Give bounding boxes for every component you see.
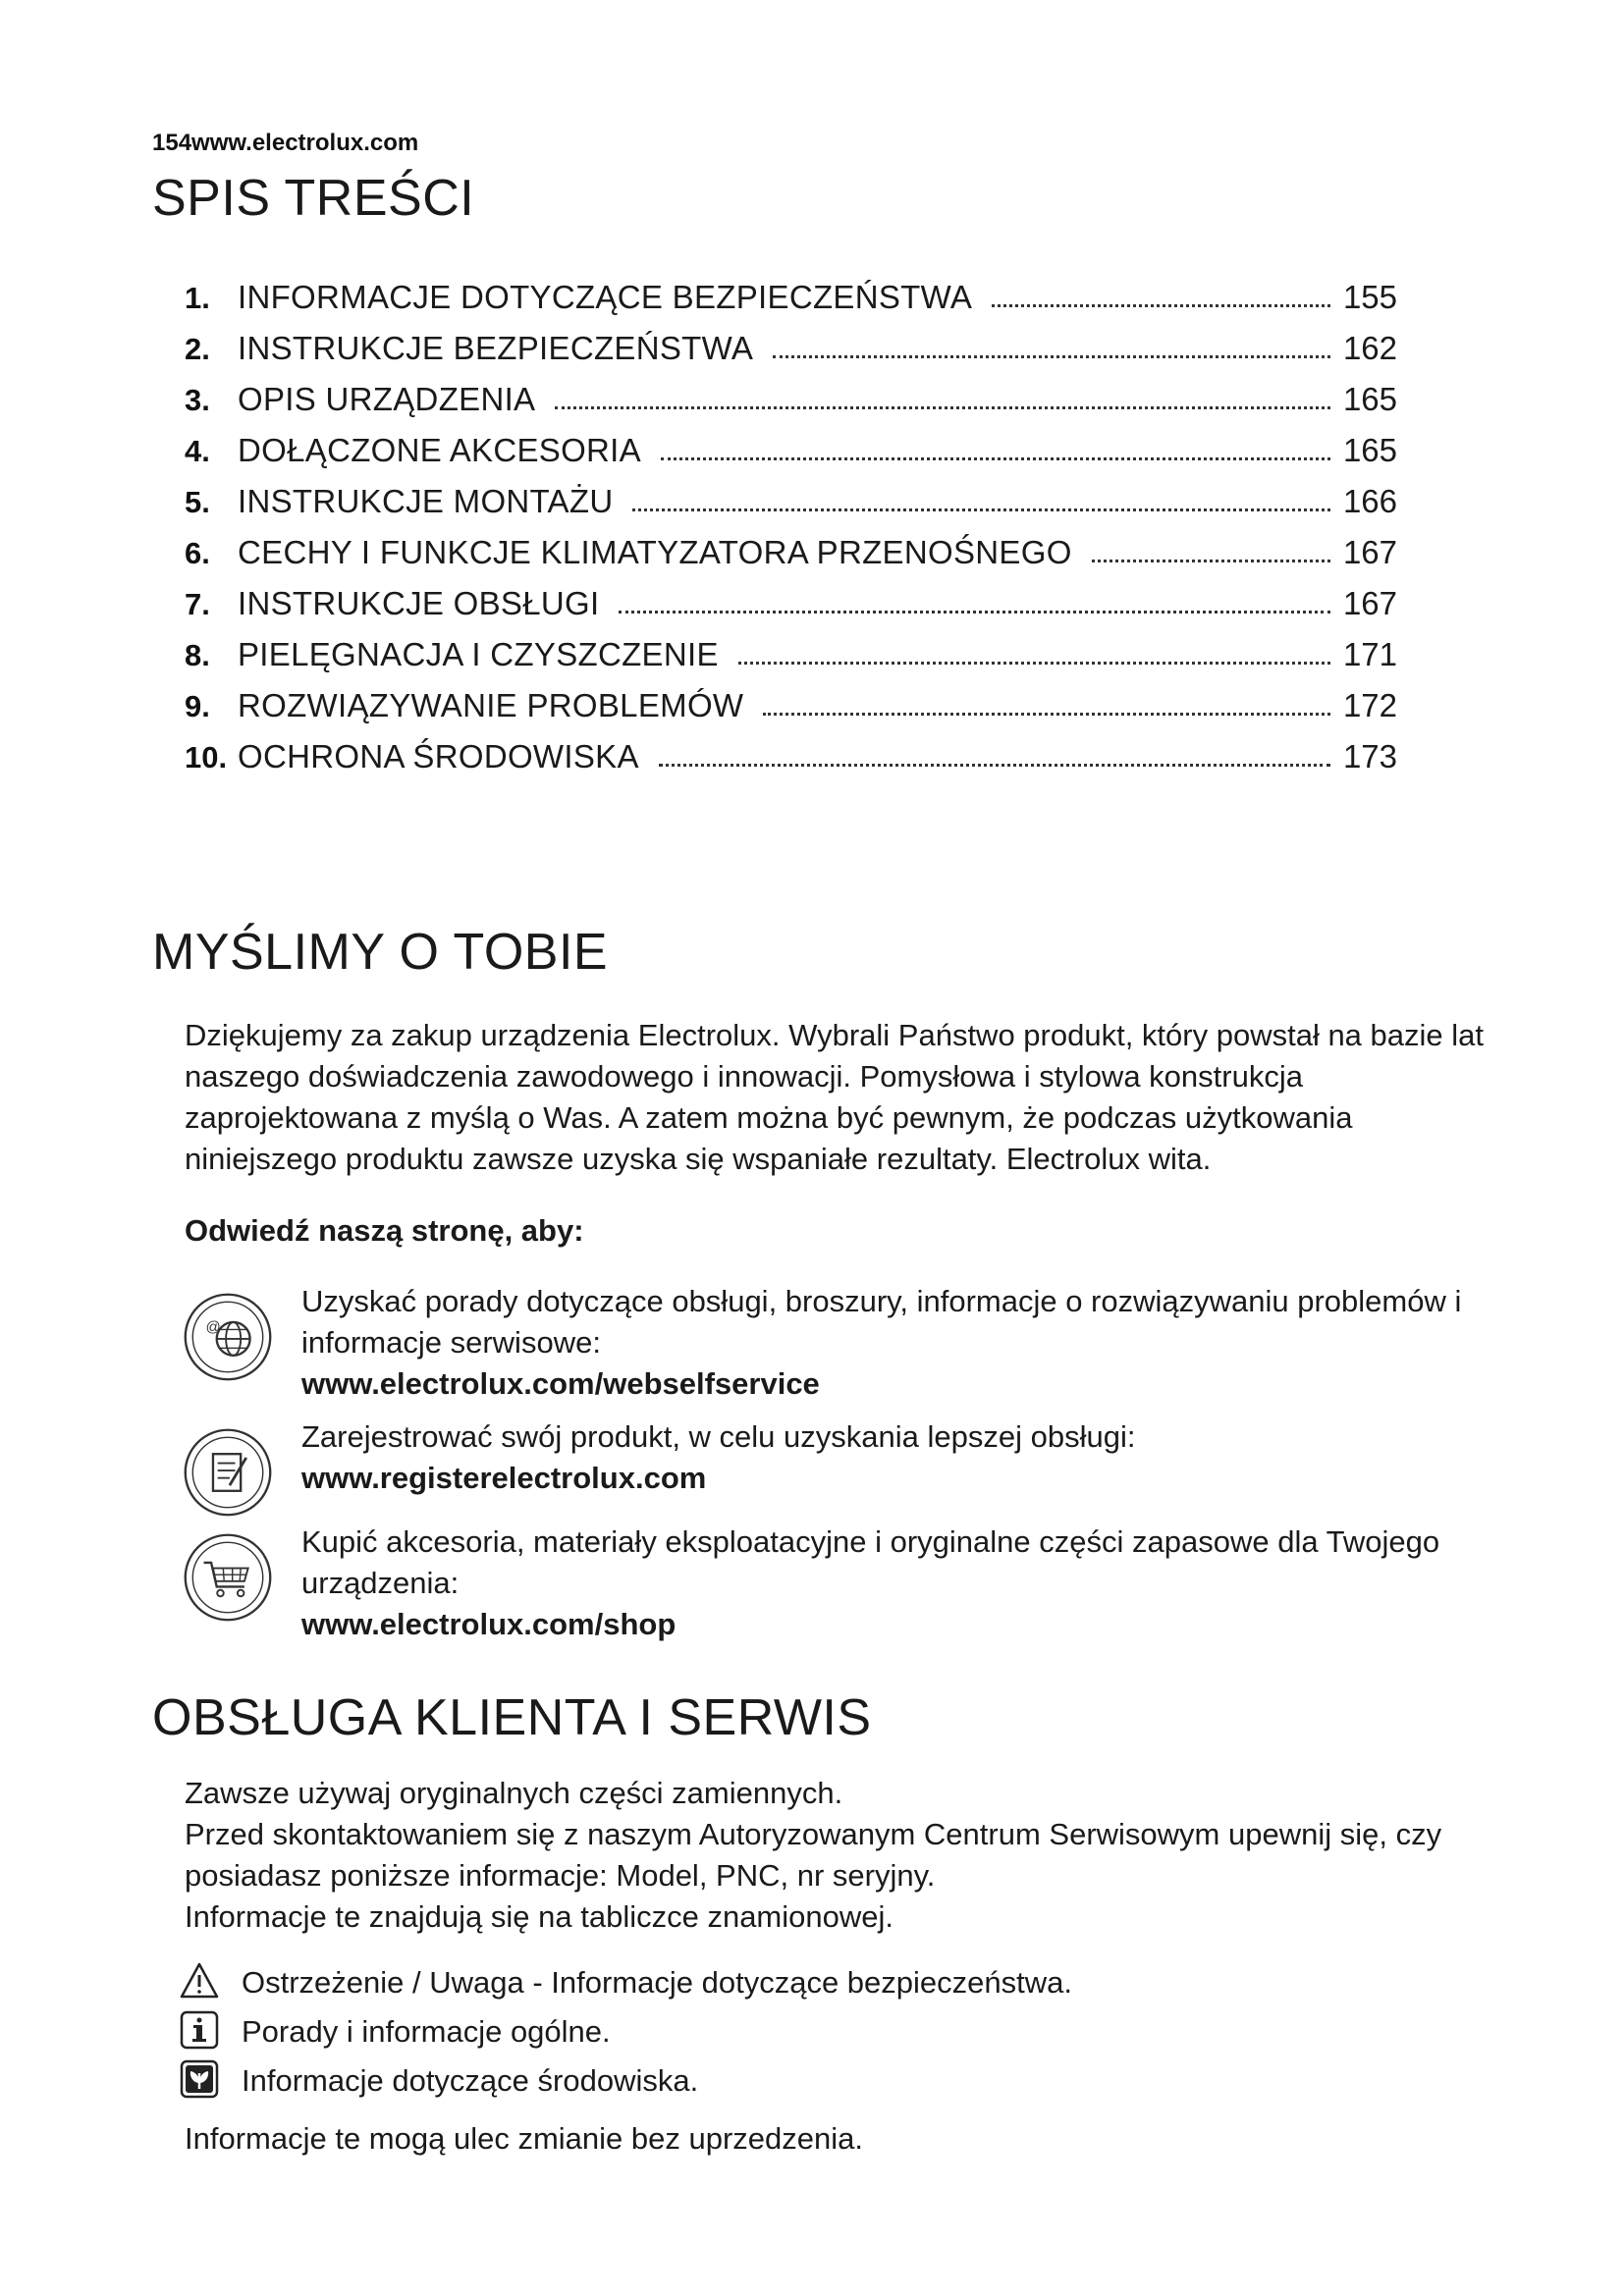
toc-leader-dots [661,456,1330,460]
about-title: MYŚLIMY O TOBIE [152,924,609,981]
toc-item-page: 167 [1342,534,1397,570]
toc-item-number: 2. [185,332,210,366]
toc-item[interactable] [185,724,1397,775]
toc-item[interactable] [185,367,1397,418]
toc-leader-dots [555,405,1330,409]
service-line: Zawsze używaj oryginalnych części zamiennych. [185,1776,843,1810]
toc-leader-dots [763,712,1330,716]
toc-item-page: 167 [1342,585,1397,621]
register-link[interactable]: www.registerelectrolux.com [301,1461,707,1495]
toc-leader-dots [659,763,1330,767]
shop-link[interactable]: www.electrolux.com/shop [301,1607,677,1641]
environment-icon [180,2059,219,2099]
toc-item-page: 165 [1342,381,1397,417]
warning-triangle-icon [180,1961,219,2001]
web-globe-icon [182,1291,274,1383]
toc-leader-dots [1092,559,1330,562]
visit-item [182,1522,1488,1639]
register-document-icon [182,1426,274,1519]
legend-item [180,1959,1358,2002]
toc-title: SPIS TREŚCI [152,170,475,227]
toc-item-label: INSTRUKCJE BEZPIECZEŃSTWA [238,330,754,366]
toc-item-page: 155 [1342,279,1397,315]
toc-item-number: 3. [185,383,210,417]
toc-item-number: 5. [185,485,210,519]
toc-item-label: ROZWIĄZYWANIE PROBLEMÓW [238,687,744,723]
toc-item-number: 6. [185,536,210,570]
toc-item-label: INSTRUKCJE OBSŁUGI [238,585,600,621]
table-of-contents [185,265,1397,775]
toc-item-label: CECHY I FUNKCJE KLIMATYZATORA PRZENOŚNEGO [238,534,1072,570]
page-header: 154www.electrolux.com [152,130,419,156]
toc-item-label: INFORMACJE DOTYCZĄCE BEZPIECZEŃSTWA [238,279,973,315]
toc-item-number: 4. [185,434,210,468]
footer-note: Informacje te mogą ulec zmianie bez uprzedzenia. [185,2121,863,2156]
toc-leader-dots [619,610,1330,614]
toc-leader-dots [992,303,1330,307]
visit-item [182,1416,1488,1534]
visit-item-text: Kupić akcesoria, materiały eksploatacyjne i oryginalne części zapasowe dla Twojego urządzenia: [301,1524,1440,1600]
toc-item-page: 171 [1342,636,1397,672]
toc-item-number: 8. [185,638,210,672]
toc-item-page: 172 [1342,687,1397,723]
toc-item-number: 1. [185,281,210,315]
info-icon [180,2010,219,2050]
toc-item-number: 9. [185,689,210,723]
toc-leader-dots [632,507,1330,511]
legend-text: Porady i informacje ogólne. [242,2014,611,2049]
service-line: Przed skontaktowaniem się z naszym Autoryzowanym Centrum Serwisowym upewnij się, czy posiadasz poniższe informacje: Model, PNC, nr seryjny. [185,1817,1442,1893]
toc-item-label: OPIS URZĄDZENIA [238,381,536,417]
toc-item[interactable] [185,520,1397,571]
toc-item-label: DOŁĄCZONE AKCESORIA [238,432,641,468]
visit-item [182,1281,1488,1399]
legend-item [180,2008,1358,2052]
toc-item-label: OCHRONA ŚRODOWISKA [238,738,639,774]
toc-item[interactable] [185,571,1397,622]
toc-item-label: PIELĘGNACJA I CZYSZCZENIE [238,636,719,672]
service-paragraph [185,1773,1490,1938]
visit-heading: Odwiedź naszą stronę, aby: [185,1213,584,1248]
visit-item-text: Uzyskać porady dotyczące obsługi, broszury, informacje o rozwiązywaniu problemów i informacje serwisowe: [301,1284,1462,1360]
legend-text: Ostrzeżenie / Uwaga - Informacje dotyczące bezpieczeństwa. [242,1965,1072,2000]
legend-item [180,2057,1358,2101]
toc-item-page: 162 [1342,330,1397,366]
toc-item[interactable] [185,622,1397,673]
toc-item-label: INSTRUKCJE MONTAŻU [238,483,614,519]
toc-item-number: 7. [185,587,210,621]
toc-item[interactable] [185,469,1397,520]
toc-leader-dots [773,354,1330,358]
toc-item-page: 166 [1342,483,1397,519]
intro-paragraph: Dziękujemy za zakup urządzenia Electrolux. Wybrali Państwo produkt, który powstał na bazie lat naszego doświadczenia zawodowego i innowacji. Pomysłowa i stylowa konstrukcja zaprojektowana z myślą o Was. A zatem można być pewnym, że podczas użytkowania niniejszego produktu zawsze uzyska się wspaniałe rezultaty. Electrolux wita. [185,1018,1484,1176]
service-line: Informacje te znajdują się na tabliczce znamionowej. [185,1899,893,1934]
toc-item[interactable] [185,673,1397,724]
svg-text:@: @ [205,1318,221,1336]
webselfservice-link[interactable]: www.electrolux.com/webselfservice [301,1366,820,1401]
service-title: OBSŁUGA KLIENTA I SERWIS [152,1689,872,1746]
toc-item[interactable] [185,265,1397,316]
toc-item-number: 10. [185,740,228,774]
toc-item[interactable] [185,316,1397,367]
toc-item-page: 173 [1342,738,1397,774]
shopping-cart-icon [182,1531,274,1624]
legend-text: Informacje dotyczące środowiska. [242,2063,699,2098]
toc-leader-dots [738,661,1330,665]
visit-item-text: Zarejestrować swój produkt, w celu uzyskania lepszej obsługi: [301,1419,1136,1454]
toc-item-page: 165 [1342,432,1397,468]
toc-item[interactable] [185,418,1397,469]
